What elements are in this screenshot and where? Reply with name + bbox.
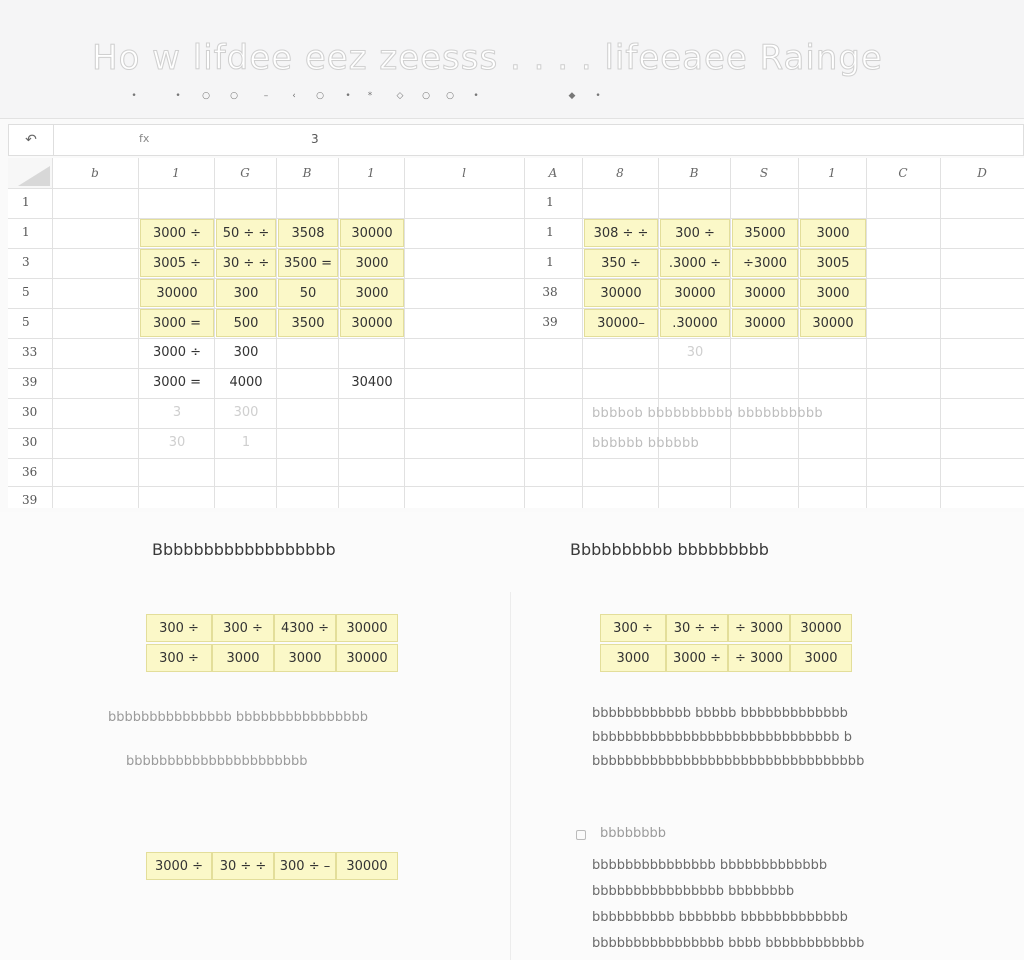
right-paragraph-4: bbbbbbbbbbbbbbb bbbbbbbbbbbbb — [592, 858, 828, 873]
row-header[interactable]: 39 — [542, 315, 558, 329]
grid-cell[interactable]: 30000 — [732, 279, 798, 307]
summary-cell[interactable]: 3000 — [212, 644, 274, 672]
summary-cell[interactable]: 30000 — [336, 644, 398, 672]
right-bullet-title: bbbbbbbb — [600, 826, 667, 841]
grid-cell[interactable]: 300 ÷ — [660, 219, 730, 247]
row-header[interactable]: 1 — [546, 255, 554, 269]
summary-cell[interactable]: 3000 — [274, 644, 336, 672]
diamond-icon[interactable]: ◆ — [568, 91, 576, 101]
column-header[interactable]: 8 — [616, 166, 624, 180]
dash-icon[interactable]: – — [263, 91, 269, 101]
column-header[interactable]: 1 — [172, 166, 180, 180]
column-header[interactable]: B — [302, 166, 312, 180]
grid-cell[interactable]: 3000 — [340, 249, 404, 277]
grid-cell[interactable]: 30000 — [732, 309, 798, 337]
grid-cell[interactable]: ÷3000 — [732, 249, 798, 277]
ring-icon[interactable]: ○ — [230, 91, 238, 101]
row-header[interactable]: 5 — [22, 285, 30, 299]
arrow-icon[interactable]: • — [175, 91, 181, 101]
column-header[interactable]: G — [240, 166, 250, 180]
ring-icon[interactable]: ○ — [422, 91, 430, 101]
row-header[interactable]: 36 — [22, 465, 38, 479]
summary-cell[interactable]: 30000 — [336, 614, 398, 642]
column-header[interactable]: 1 — [828, 166, 836, 180]
grid-cell[interactable]: 30000 — [800, 309, 866, 337]
grid-cell[interactable]: 35000 — [732, 219, 798, 247]
right-paragraph-2: bbbbbbbbbbbbbbbbbbbbbbbbbbbbbb b — [592, 730, 852, 745]
grid-cell[interactable]: 3000 — [340, 279, 404, 307]
grid-cell[interactable]: 30000– — [584, 309, 658, 337]
grid-cell[interactable]: 350 ÷ — [584, 249, 658, 277]
right-paragraph-3: bbbbbbbbbbbbbbbbbbbbbbbbbbbbbbbbb — [592, 754, 865, 769]
row-header[interactable]: 1 — [22, 195, 30, 209]
grid-note: bbbbbb bbbbbb — [592, 436, 700, 451]
column-header[interactable]: l — [462, 166, 466, 180]
spreadsheet-grid — [8, 158, 1024, 508]
grid-cell[interactable]: 3500 = — [278, 249, 338, 277]
star-icon[interactable]: * — [367, 91, 373, 101]
ring-icon[interactable]: ○ — [446, 91, 454, 101]
grid-cell[interactable]: 500 — [216, 309, 276, 337]
formula-value-input[interactable]: 3 — [311, 132, 319, 146]
column-header[interactable]: C — [898, 166, 908, 180]
dot-icon[interactable]: • — [473, 91, 479, 101]
grid-cell[interactable]: 30 — [686, 345, 704, 360]
row-header[interactable]: 30 — [22, 405, 38, 419]
summary-cell[interactable]: 300 ÷ — [600, 614, 666, 642]
grid-cell[interactable]: 300 — [233, 345, 259, 360]
row-header[interactable]: 39 — [22, 493, 38, 507]
grid-cell[interactable]: 308 ÷ ÷ — [584, 219, 658, 247]
arrow-icon[interactable]: • — [131, 91, 137, 101]
grid-cell[interactable]: 3000 ÷ — [152, 345, 202, 360]
grid-cell[interactable]: 50 — [278, 279, 338, 307]
column-header[interactable]: D — [977, 166, 987, 180]
right-paragraph-7: bbbbbbbbbbbbbbbb bbbb bbbbbbbbbbbb — [592, 936, 865, 951]
summary-cell[interactable]: 4300 ÷ — [274, 614, 336, 642]
row-header[interactable]: 3 — [22, 255, 30, 269]
summary-cell[interactable]: 300 ÷ — [212, 614, 274, 642]
row-header[interactable]: 39 — [22, 375, 38, 389]
right-paragraph-6: bbbbbbbbbb bbbbbbb bbbbbbbbbbbbb — [592, 910, 848, 925]
row-header[interactable]: 38 — [542, 285, 558, 299]
summary-cell[interactable]: 30000 — [336, 852, 398, 880]
formula-bar — [8, 124, 1024, 156]
grid-cell[interactable]: 30000 — [660, 279, 730, 307]
column-header[interactable]: A — [548, 166, 558, 180]
grid-cell[interactable]: .3000 ÷ — [660, 249, 730, 277]
grid-cell[interactable]: 3000 — [800, 279, 866, 307]
grid-cell[interactable]: 3000 — [800, 219, 866, 247]
left-paragraph-2: bbbbbbbbbbbbbbbbbbbbbb — [126, 754, 308, 769]
summary-cell[interactable]: 30000 — [790, 614, 852, 642]
left-paragraph-1: bbbbbbbbbbbbbbb bbbbbbbbbbbbbbbb — [108, 710, 368, 725]
grid-cell[interactable]: 3000 = — [152, 375, 202, 390]
summary-cell[interactable]: ÷ 3000 — [728, 614, 790, 642]
grid-cell[interactable]: 3000 = — [140, 309, 214, 337]
grid-cell[interactable]: 300 — [216, 279, 276, 307]
summary-cell[interactable]: 3000 ÷ — [666, 644, 728, 672]
lower-panels — [0, 512, 1024, 960]
grid-note: bbbbob bbbbbbbbbb bbbbbbbbbb — [592, 406, 823, 421]
summary-cell[interactable]: 3000 — [600, 644, 666, 672]
grid-cell[interactable]: 1 — [241, 435, 251, 450]
row-header[interactable]: 33 — [22, 345, 38, 359]
row-header[interactable]: 1 — [546, 195, 554, 209]
summary-cell[interactable]: 300 ÷ – — [274, 852, 336, 880]
select-all-corner[interactable] — [8, 158, 52, 188]
toolbar — [128, 88, 628, 108]
right-paragraph-1: bbbbbbbbbbbb bbbbb bbbbbbbbbbbbb — [592, 706, 848, 721]
star-icon[interactable]: • — [595, 91, 601, 101]
grid-cell[interactable]: 4000 — [229, 375, 263, 390]
grid-cell[interactable]: 3508 — [278, 219, 338, 247]
row-header[interactable]: 30 — [22, 435, 38, 449]
row-header[interactable]: 1 — [546, 225, 554, 239]
ring-icon[interactable]: ○ — [316, 91, 324, 101]
grid-cell[interactable]: 3 — [172, 405, 182, 420]
summary-cell[interactable]: 3000 — [790, 644, 852, 672]
fx-label: fx — [139, 132, 150, 145]
grid-cell[interactable]: 30000 — [584, 279, 658, 307]
summary-cell[interactable]: ÷ 3000 — [728, 644, 790, 672]
panel-divider — [510, 592, 511, 960]
summary-cell[interactable]: 30 ÷ ÷ — [212, 852, 274, 880]
right-panel-heading: Bbbbbbbbbb bbbbbbbbb — [570, 540, 769, 559]
row-header[interactable]: 1 — [22, 225, 30, 239]
column-header[interactable]: b — [91, 166, 99, 180]
grid-cell[interactable]: 3005 ÷ — [140, 249, 214, 277]
title-area — [0, 0, 1024, 119]
row-header[interactable]: 5 — [22, 315, 30, 329]
summary-cell[interactable]: 3000 ÷ — [146, 852, 212, 880]
grid-cell[interactable]: 30 — [168, 435, 186, 450]
grid-cell[interactable]: 30000 — [340, 309, 404, 337]
grid-cell[interactable]: 30000 — [340, 219, 404, 247]
grid-cell[interactable]: 30400 — [351, 375, 393, 390]
right-paragraph-5: bbbbbbbbbbbbbbbb bbbbbbbb — [592, 884, 795, 899]
ring-icon[interactable]: ○ — [202, 91, 210, 101]
summary-cell[interactable]: 300 ÷ — [146, 644, 212, 672]
chevron-left-icon[interactable]: ‹ — [292, 91, 296, 101]
grid-cell[interactable]: 50 ÷ ÷ — [216, 219, 276, 247]
grid-cell[interactable]: 30000 — [140, 279, 214, 307]
grid-cell[interactable]: 300 — [233, 405, 259, 420]
grid-cell[interactable]: 30 ÷ ÷ — [216, 249, 276, 277]
grid-cell[interactable]: 3500 — [278, 309, 338, 337]
column-header[interactable]: 1 — [367, 166, 375, 180]
column-header[interactable]: B — [689, 166, 699, 180]
summary-cell[interactable]: 300 ÷ — [146, 614, 212, 642]
undo-icon[interactable]: ↶ — [9, 125, 54, 155]
grid-cell[interactable]: 3000 ÷ — [140, 219, 214, 247]
left-panel-heading: Bbbbbbbbbbbbbbbbbb — [152, 540, 336, 559]
summary-cell[interactable]: 30 ÷ ÷ — [666, 614, 728, 642]
tick-icon[interactable]: • — [345, 91, 351, 101]
grid-cell[interactable]: .30000 — [660, 309, 730, 337]
bullet-icon — [576, 830, 586, 840]
diamond-icon[interactable]: ◇ — [396, 91, 404, 101]
grid-cell[interactable]: 3005 — [800, 249, 866, 277]
column-header[interactable]: S — [759, 166, 769, 180]
page-title: Ho w lifdee eez zeesss . . . . lifeeaee Rainge — [92, 38, 883, 78]
